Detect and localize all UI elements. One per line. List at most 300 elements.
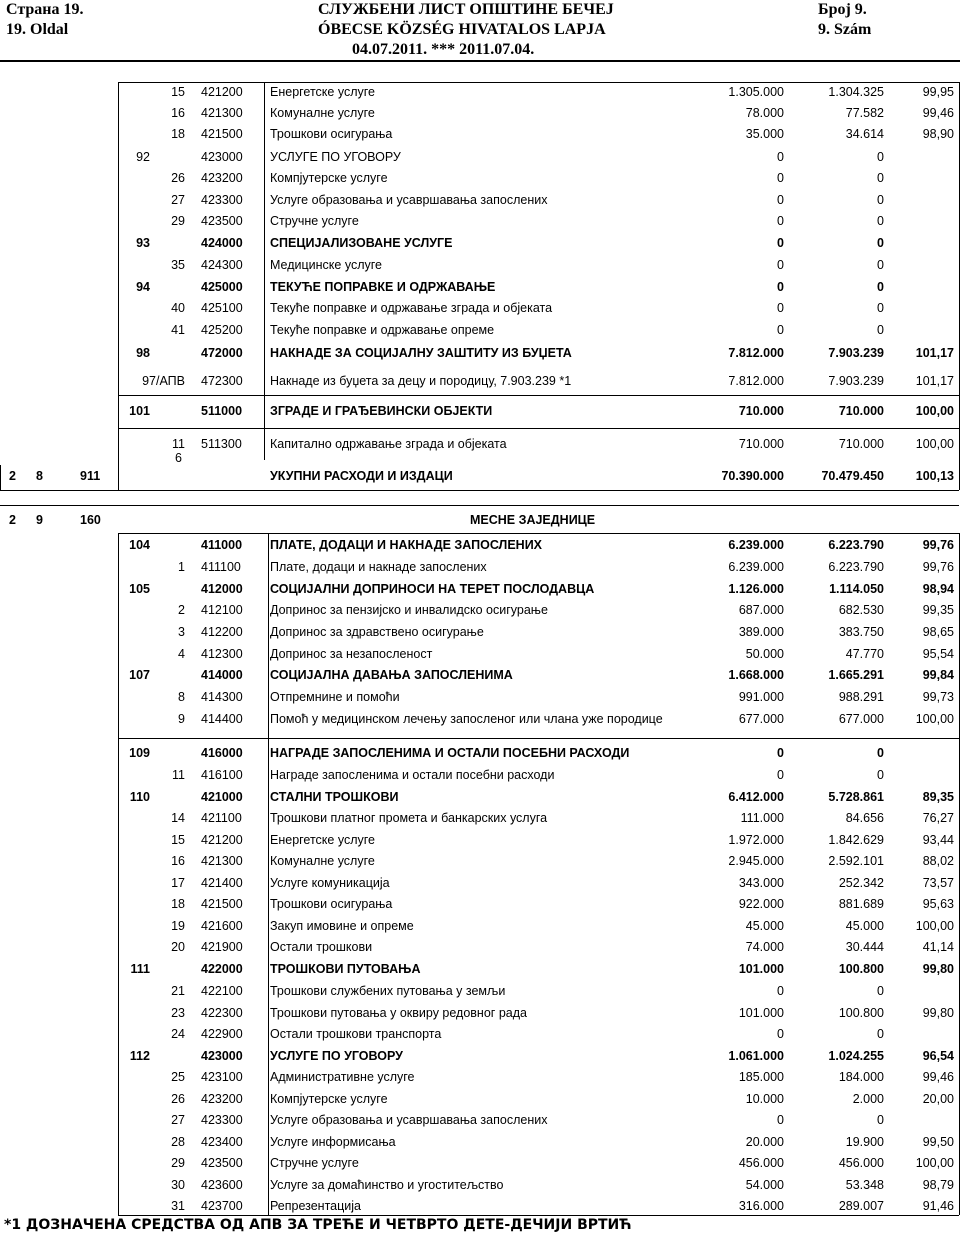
journal-title-sr: СЛУЖБЕНИ ЛИСТ ОПШТИНЕ БЕЧЕЈ xyxy=(318,1,614,18)
page-number-sr: Страна 19. xyxy=(6,1,84,18)
cell-econ: 421300 xyxy=(201,854,243,868)
cell-name: СОЦИЈАЛНИ ДОПРИНОСИ НА ТЕРЕТ ПОСЛОДАВЦА xyxy=(270,582,595,596)
cell-sec: 98 xyxy=(136,346,150,360)
cell-econ: 423100 xyxy=(201,1070,243,1084)
cell-c3: 911 xyxy=(80,469,101,483)
cell-econ: 421900 xyxy=(201,940,243,954)
cell-item: 20 xyxy=(171,940,185,954)
cell-v2: 1.024.255 xyxy=(828,1049,884,1063)
cell-v2: 7.903.239 xyxy=(828,346,884,360)
cell-econ: 422000 xyxy=(201,962,243,976)
cell-name: Стручне услуге xyxy=(270,1156,359,1170)
journal-title-hu: ÓBECSE KÖZSÉG HIVATALOS LAPJA xyxy=(318,21,606,38)
cell-econ: 414300 xyxy=(201,690,243,704)
cell-v1: 1.126.000 xyxy=(728,582,784,596)
cell-v2: 6.223.790 xyxy=(828,560,884,574)
cell-econ: 421600 xyxy=(201,919,243,933)
cell-econ: 472300 xyxy=(201,374,243,388)
cell-item: 17 xyxy=(171,876,185,890)
cell-name: Услуге образовања и усавршавања запослених xyxy=(270,193,548,207)
cell-econ: 414000 xyxy=(201,668,243,682)
cell-v1: 0 xyxy=(777,984,784,998)
cell-v2: 70.479.450 xyxy=(821,469,884,483)
cell-v2: 252.342 xyxy=(838,876,884,890)
cell-v2: 45.000 xyxy=(845,919,884,933)
cell-v1: 0 xyxy=(777,258,784,272)
cell-v1: 50.000 xyxy=(745,647,784,661)
cell-v2: 0 xyxy=(877,193,884,207)
cell-v2: 100.800 xyxy=(838,962,884,976)
cell-econ: 425000 xyxy=(201,280,243,294)
grid-line xyxy=(118,738,959,739)
cell-v1: 922.000 xyxy=(738,897,784,911)
cell-v2: 0 xyxy=(877,1027,884,1041)
footnote: *1 ДОЗНАЧЕНА СРЕДСТВА ОД АПВ ЗА ТРЕЋЕ И ЧЕТВРТО ДЕТЕ-ДЕЧИЈИ ВРТИЋ xyxy=(4,1217,632,1233)
cell-v2: 53.348 xyxy=(845,1178,884,1192)
cell-econ: 423600 xyxy=(201,1178,243,1192)
cell-v3: 100,00 xyxy=(915,1156,954,1170)
cell-econ: 423200 xyxy=(201,1092,243,1106)
cell-name: Комуналне услуге xyxy=(270,854,375,868)
cell-v1: 74.000 xyxy=(745,940,784,954)
cell-name: СТАЛНИ ТРОШКОВИ xyxy=(270,790,399,804)
grid-line xyxy=(0,505,959,506)
cell-v1: 101.000 xyxy=(738,962,784,976)
cell-name: Трошкови службених путовања у земљи xyxy=(270,984,506,998)
cell-item: 21 xyxy=(171,984,185,998)
cell-v1: 0 xyxy=(777,301,784,315)
cell-name: ЗГРАДЕ И ГРАЂЕВИНСКИ ОБЈЕКТИ xyxy=(270,404,493,418)
cell-item: 35 xyxy=(171,258,185,272)
cell-econ: 421400 xyxy=(201,876,243,890)
cell-name: Компјутерске услуге xyxy=(270,1092,388,1106)
header-rule xyxy=(0,60,960,62)
cell-v3: 99,95 xyxy=(922,85,954,99)
cell-v2: 0 xyxy=(877,301,884,315)
cell-econ: 423000 xyxy=(201,1049,243,1063)
cell-item: 11 xyxy=(172,768,185,782)
cell-v3: 100,00 xyxy=(915,919,954,933)
cell-v1: 185.000 xyxy=(738,1070,784,1084)
cell-item: 8 xyxy=(178,690,185,704)
cell-v1: 111.000 xyxy=(740,811,784,825)
issue-number-hu: 9. Szám xyxy=(818,21,872,38)
cell-sec: 110 xyxy=(129,790,150,804)
cell-econ: 424000 xyxy=(201,236,243,250)
cell-v3: 99,76 xyxy=(922,538,954,552)
cell-item: 4 xyxy=(178,647,185,661)
cell-v2: 100.800 xyxy=(838,1006,884,1020)
cell-v1: 1.668.000 xyxy=(728,668,784,682)
cell-v1: 677.000 xyxy=(738,712,784,726)
cell-v1: 710.000 xyxy=(738,437,784,451)
cell-item-wrap: 6 xyxy=(175,451,182,465)
grid-line xyxy=(118,395,959,396)
cell-v2: 19.900 xyxy=(845,1135,884,1149)
cell-v1: 456.000 xyxy=(738,1156,784,1170)
cell-econ: 425200 xyxy=(201,323,243,337)
cell-econ: 423300 xyxy=(201,1113,243,1127)
cell-item: 40 xyxy=(171,301,185,315)
issue-number-sr: Број 9. xyxy=(818,1,867,18)
cell-name: Трошкови осигурања xyxy=(270,127,393,141)
cell-v3: 98,65 xyxy=(922,625,954,639)
cell-c1: 2 xyxy=(9,513,16,527)
cell-v1: 0 xyxy=(777,171,784,185)
cell-v1: 7.812.000 xyxy=(728,374,784,388)
cell-name: СОЦИЈАЛНА ДАВАЊА ЗАПОСЛЕНИМА xyxy=(270,668,513,682)
cell-v2: 0 xyxy=(877,150,884,164)
cell-item: 31 xyxy=(171,1199,185,1213)
cell-name: НАКНАДЕ ЗА СОЦИЈАЛНУ ЗАШТИТУ ИЗ БУЏЕТА xyxy=(270,346,572,360)
cell-sec: 109 xyxy=(129,746,150,760)
cell-v1: 0 xyxy=(777,1113,784,1127)
cell-v1: 0 xyxy=(777,323,784,337)
cell-name: Трошкови осигурања xyxy=(270,897,393,911)
cell-name: Услуге информисања xyxy=(270,1135,396,1149)
cell-econ: 416100 xyxy=(201,768,243,782)
cell-v1: 316.000 xyxy=(738,1199,784,1213)
cell-v2: 289.007 xyxy=(838,1199,884,1213)
grid-line xyxy=(118,428,959,429)
cell-v2: 710.000 xyxy=(838,404,884,418)
cell-name: Допринос за здравствено осигурање xyxy=(270,625,484,639)
cell-econ: 422900 xyxy=(201,1027,243,1041)
cell-v2: 710.000 xyxy=(838,437,884,451)
grid-line xyxy=(264,82,265,460)
cell-v1: 0 xyxy=(777,768,784,782)
cell-v2: 677.000 xyxy=(838,712,884,726)
cell-econ: 412200 xyxy=(201,625,243,639)
cell-name: ТРОШКОВИ ПУТОВАЊА xyxy=(270,962,421,976)
cell-v2: 2.592.101 xyxy=(828,854,884,868)
cell-v3: 99,73 xyxy=(922,690,954,704)
cell-v1: 70.390.000 xyxy=(721,469,784,483)
cell-v3: 99,46 xyxy=(922,106,954,120)
cell-v2: 184.000 xyxy=(838,1070,884,1084)
cell-v1: 7.812.000 xyxy=(728,346,784,360)
cell-v1: 6.239.000 xyxy=(728,560,784,574)
cell-v3: 91,46 xyxy=(922,1199,954,1213)
cell-v2: 5.728.861 xyxy=(828,790,884,804)
cell-name: Комуналне услуге xyxy=(270,106,375,120)
cell-v3: 99,35 xyxy=(922,603,954,617)
cell-item: 26 xyxy=(171,1092,185,1106)
cell-v3: 98,90 xyxy=(922,127,954,141)
cell-name: НАГРАДЕ ЗАПОСЛЕНИМА И ОСТАЛИ ПОСЕБНИ РАСХОДИ xyxy=(270,746,630,760)
cell-v3: 99,80 xyxy=(922,1006,954,1020)
cell-v3: 95,63 xyxy=(922,897,954,911)
cell-item: 26 xyxy=(171,171,185,185)
cell-sec: 105 xyxy=(129,582,150,596)
cell-v1: 101.000 xyxy=(738,1006,784,1020)
cell-v3: 93,44 xyxy=(922,833,954,847)
cell-item: 24 xyxy=(171,1027,185,1041)
grid-line xyxy=(118,1215,959,1216)
cell-v3: 99,84 xyxy=(922,668,954,682)
cell-item: 30 xyxy=(171,1178,185,1192)
cell-name: Остали трошкови транспорта xyxy=(270,1027,442,1041)
cell-name: УСЛУГЕ ПО УГОВОРУ xyxy=(270,1049,403,1063)
cell-v3: 99,50 xyxy=(922,1135,954,1149)
cell-c1: 2 xyxy=(9,469,16,483)
cell-v3: 76,27 xyxy=(922,811,954,825)
cell-c3: 160 xyxy=(80,513,101,527)
cell-econ: 422300 xyxy=(201,1006,243,1020)
cell-v2: 7.903.239 xyxy=(828,374,884,388)
cell-v2: 0 xyxy=(877,258,884,272)
cell-item: 14 xyxy=(171,811,185,825)
cell-v2: 6.223.790 xyxy=(828,538,884,552)
cell-v1: 710.000 xyxy=(738,404,784,418)
cell-name: Накнаде из буџета за децу и породицу, 7.903.239 *1 xyxy=(270,374,572,388)
cell-econ: 511000 xyxy=(201,404,243,418)
cell-v1: 0 xyxy=(777,746,784,760)
cell-v2: 2.000 xyxy=(852,1092,884,1106)
cell-sec: 107 xyxy=(129,668,150,682)
cell-v1: 45.000 xyxy=(745,919,784,933)
cell-v2: 47.770 xyxy=(845,647,884,661)
cell-name: УСЛУГЕ ПО УГОВОРУ xyxy=(270,150,401,164)
grid-line xyxy=(118,82,959,83)
grid-line xyxy=(0,465,1,490)
cell-v2: 1.114.050 xyxy=(829,582,884,596)
cell-name: Капитално одржавање зграда и објеката xyxy=(270,437,507,451)
cell-sec: 104 xyxy=(129,538,150,552)
cell-v1: 0 xyxy=(777,236,784,250)
cell-econ: 421300 xyxy=(201,106,243,120)
cell-item: 41 xyxy=(171,323,185,337)
cell-item: 16 xyxy=(171,106,185,120)
cell-item: 25 xyxy=(171,1070,185,1084)
cell-v2: 1.304.325 xyxy=(828,85,884,99)
cell-name: Закуп имовине и опреме xyxy=(270,919,414,933)
cell-v2: 682.530 xyxy=(838,603,884,617)
cell-econ: 421200 xyxy=(201,85,243,99)
cell-v3: 95,54 xyxy=(922,647,954,661)
cell-name: СПЕЦИЈАЛИЗОВАНЕ УСЛУГЕ xyxy=(270,236,453,250)
cell-item: 16 xyxy=(171,854,185,868)
cell-name: Допринос за пензијско и инвалидско осигурање xyxy=(270,603,548,617)
issue-date: 04.07.2011. *** 2011.07.04. xyxy=(352,41,535,58)
cell-v1: 54.000 xyxy=(745,1178,784,1192)
cell-v1: 343.000 xyxy=(738,876,784,890)
cell-econ: 423500 xyxy=(201,1156,243,1170)
cell-econ: 425100 xyxy=(201,301,243,315)
cell-name: Енергетске услуге xyxy=(270,833,375,847)
grid-line xyxy=(118,533,959,534)
grid-line xyxy=(0,490,959,491)
cell-sec: 93 xyxy=(136,236,150,250)
cell-name: МЕСНЕ ЗАЈЕДНИЦЕ xyxy=(470,513,596,527)
cell-name: Допринос за незапосленост xyxy=(270,647,433,661)
cell-name: Остали трошкови xyxy=(270,940,373,954)
cell-c2: 8 xyxy=(36,469,43,483)
cell-name: Административне услуге xyxy=(270,1070,415,1084)
cell-name: Текуће поправке и одржавање зграда и објеката xyxy=(270,301,553,315)
page-number-hu: 19. Oldal xyxy=(6,21,69,38)
cell-item: 19 xyxy=(171,919,185,933)
cell-v3: 41,14 xyxy=(922,940,954,954)
cell-v3: 100,00 xyxy=(915,437,954,451)
cell-item: 9 xyxy=(178,712,185,726)
cell-v1: 10.000 xyxy=(745,1092,784,1106)
cell-v1: 0 xyxy=(777,1027,784,1041)
cell-econ: 416000 xyxy=(201,746,243,760)
cell-v2: 0 xyxy=(877,768,884,782)
cell-name: Услуге за домаћинство и угоститељство xyxy=(270,1178,504,1192)
cell-item: 18 xyxy=(171,897,185,911)
cell-sec: 112 xyxy=(129,1049,150,1063)
cell-v1: 389.000 xyxy=(738,625,784,639)
grid-line xyxy=(118,533,119,1215)
cell-econ: 423300 xyxy=(201,193,243,207)
cell-econ: 411100 xyxy=(201,560,241,574)
cell-item: 15 xyxy=(171,833,185,847)
cell-item: 27 xyxy=(171,193,185,207)
cell-v2: 0 xyxy=(877,214,884,228)
cell-econ: 421500 xyxy=(201,897,243,911)
cell-v1: 0 xyxy=(777,214,784,228)
cell-v3: 100,00 xyxy=(915,404,954,418)
cell-v1: 0 xyxy=(777,280,784,294)
cell-econ: 423400 xyxy=(201,1135,243,1149)
cell-econ: 412300 xyxy=(201,647,243,661)
cell-econ: 421100 xyxy=(201,811,242,825)
cell-sec: 101 xyxy=(129,404,150,418)
cell-name: Компјутерске услуге xyxy=(270,171,388,185)
cell-econ: 412000 xyxy=(201,582,243,596)
cell-v3: 99,76 xyxy=(922,560,954,574)
cell-item: 29 xyxy=(171,214,185,228)
cell-item: 27 xyxy=(171,1113,185,1127)
cell-v2: 988.291 xyxy=(838,690,884,704)
cell-name: ПЛАТЕ, ДОДАЦИ И НАКНАДЕ ЗАПОСЛЕНИХ xyxy=(270,538,543,552)
cell-v1: 6.412.000 xyxy=(728,790,784,804)
cell-v2: 0 xyxy=(877,984,884,998)
cell-sec: 92 xyxy=(136,150,150,164)
cell-name: Трошкови платног промета и банкарских услуга xyxy=(270,811,548,825)
cell-name: Трошкови путовања у оквиру редовног рада xyxy=(270,1006,527,1020)
cell-econ: 423700 xyxy=(201,1199,243,1213)
cell-name: Награде запосленима и остали посебни расходи xyxy=(270,768,555,782)
cell-econ: 423200 xyxy=(201,171,243,185)
cell-v3: 20,00 xyxy=(922,1092,954,1106)
cell-item: 15 xyxy=(171,85,185,99)
cell-v3: 100,00 xyxy=(915,712,954,726)
cell-v1: 991.000 xyxy=(738,690,784,704)
cell-sec: 111 xyxy=(130,962,150,976)
cell-econ: 424300 xyxy=(201,258,243,272)
cell-v1: 78.000 xyxy=(745,106,784,120)
cell-v2: 1.842.629 xyxy=(828,833,884,847)
cell-item: 23 xyxy=(171,1006,185,1020)
cell-econ: 411000 xyxy=(201,538,243,552)
cell-name: УКУПНИ РАСХОДИ И ИЗДАЦИ xyxy=(270,469,453,483)
cell-name: Услуге образовања и усавршавања запослених xyxy=(270,1113,548,1127)
cell-item: 28 xyxy=(171,1135,185,1149)
cell-v2: 77.582 xyxy=(845,106,884,120)
cell-v1: 1.972.000 xyxy=(728,833,784,847)
cell-name: Медицинске услуге xyxy=(270,258,382,272)
cell-name: Стручне услуге xyxy=(270,214,359,228)
cell-v1: 35.000 xyxy=(745,127,784,141)
cell-v1: 2.945.000 xyxy=(728,854,784,868)
cell-name: Отпремнине и помоћи xyxy=(270,690,400,704)
cell-v3: 101,17 xyxy=(915,346,954,360)
cell-item: 29 xyxy=(171,1156,185,1170)
cell-econ: 511300 xyxy=(201,437,242,451)
cell-name: Услуге комуникација xyxy=(270,876,390,890)
cell-v2: 0 xyxy=(877,1113,884,1127)
cell-v3: 96,54 xyxy=(922,1049,954,1063)
cell-v2: 0 xyxy=(877,236,884,250)
grid-line xyxy=(268,533,269,1215)
cell-econ: 423500 xyxy=(201,214,243,228)
cell-sec: 94 xyxy=(136,280,150,294)
cell-v2: 456.000 xyxy=(838,1156,884,1170)
cell-name: ТЕКУЋЕ ПОПРАВКЕ И ОДРЖАВАЊЕ xyxy=(270,280,496,294)
cell-v2: 34.614 xyxy=(845,127,884,141)
cell-v3: 73,57 xyxy=(922,876,954,890)
cell-v1: 0 xyxy=(777,150,784,164)
cell-v1: 1.061.000 xyxy=(728,1049,784,1063)
cell-item: 1 xyxy=(178,560,185,574)
cell-v3: 99,80 xyxy=(922,962,954,976)
cell-v2: 383.750 xyxy=(838,625,884,639)
cell-v1: 6.239.000 xyxy=(728,538,784,552)
cell-econ: 414400 xyxy=(201,712,243,726)
cell-name: Енергетске услуге xyxy=(270,85,375,99)
cell-econ: 421500 xyxy=(201,127,243,141)
cell-v1: 687.000 xyxy=(738,603,784,617)
cell-v2: 0 xyxy=(877,746,884,760)
cell-econ: 412100 xyxy=(201,603,243,617)
cell-name: Плате, додаци и накнаде запослених xyxy=(270,560,487,574)
cell-c2: 9 xyxy=(36,513,43,527)
cell-v1: 1.305.000 xyxy=(728,85,784,99)
cell-item: 11 xyxy=(172,437,185,451)
cell-v2: 0 xyxy=(877,323,884,337)
cell-v3: 101,17 xyxy=(915,374,954,388)
cell-v2: 1.665.291 xyxy=(828,668,884,682)
cell-v2: 881.689 xyxy=(838,897,884,911)
cell-name: Помоћ у медицинском лечењу запосленог или члана уже породице xyxy=(270,712,663,726)
cell-item: 97/АПВ xyxy=(142,374,185,388)
cell-item: 18 xyxy=(171,127,185,141)
cell-v3: 98,94 xyxy=(922,582,954,596)
cell-v2: 0 xyxy=(877,171,884,185)
page-header xyxy=(0,0,960,60)
cell-name: Репрезентација xyxy=(270,1199,361,1213)
cell-econ: 423000 xyxy=(201,150,243,164)
cell-v3: 89,35 xyxy=(922,790,954,804)
cell-v1: 20.000 xyxy=(745,1135,784,1149)
cell-v2: 30.444 xyxy=(845,940,884,954)
cell-v3: 99,46 xyxy=(922,1070,954,1084)
cell-name: Текуће поправке и одржавање опреме xyxy=(270,323,495,337)
cell-econ: 472000 xyxy=(201,346,243,360)
cell-v3: 100,13 xyxy=(915,469,954,483)
cell-v3: 88,02 xyxy=(922,854,954,868)
cell-econ: 422100 xyxy=(201,984,243,998)
cell-econ: 421200 xyxy=(201,833,243,847)
cell-item: 2 xyxy=(178,603,185,617)
cell-item: 3 xyxy=(178,625,185,639)
cell-econ: 421000 xyxy=(201,790,243,804)
cell-v1: 0 xyxy=(777,193,784,207)
cell-v3: 98,79 xyxy=(922,1178,954,1192)
